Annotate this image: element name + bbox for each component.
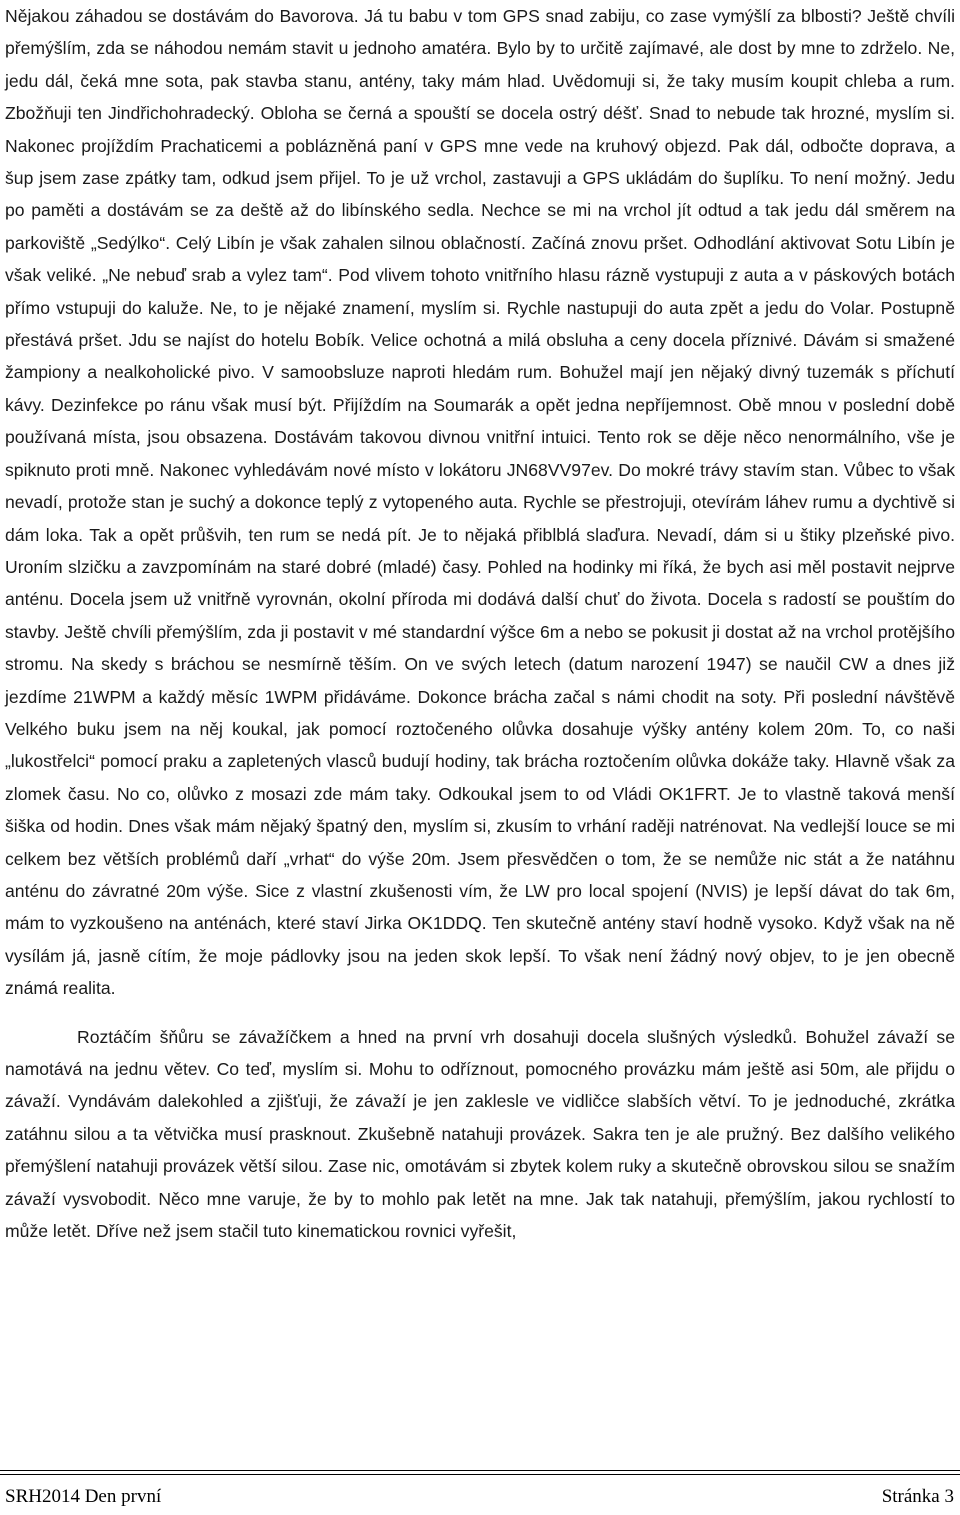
paragraph-1: Nějakou záhadou se dostávám do Bavorova. Já tu babu v tom GPS snad zabiju, co zase vymýšlí za blbosti? Ještě chvíli přemýšlím, zda se náhodou nemám stavit u jednoho amatéra. Bylo by to určitě zajímavé, ale dost by mne to zdrželo. Ne, jedu dál, čeká mne sota, pak stavba stanu, antény, taky mám hlad. Uvědomuji si, že taky musím koupit chleba a rum. Zbožňuji ten Jindřichohradecký. Obloha se černá a spouští se docela ostrý déšť. Snad to nebude tak hrozné, myslím si. Nakonec projíždím Prachaticemi a poblázněná paní v GPS mne vede na kruhový objezd. Pak dál, odbočte doprava, a šup jsem zase zpátky tam, odkud jsem přijel. To je už vrchol, zastavuji a GPS ukládám do šuplíku. To není možný. Jedu po paměti a dostávám se za deště až do libínského sedla. Nechce se mi na vrchol jít odtud a tak jedu dál směrem na parkoviště „Sedýlko“. Celý Libín je však zahalen silnou oblačností. Začíná znovu pršet. Odhodlání aktivovat Sotu Libín je však veliké. „Ne nebuď srab a vylez tam“. Pod vlivem tohoto vnitřního hlasu rázně vystupuji z auta a v páskových botách přímo vstupuji do kaluže. Ne, to je nějaké znamení, myslím si. Rychle nastupuji do auta zpět a jedu do Volar. Postupně přestává pršet. Jdu se najíst do hotelu Bobík. Velice ochotná a milá obsluha a ceny docela příznivé. Dávám si smažené žampiony a nealkoholické pivo. V samoobsluze naproti hledám rum. Bohužel mají jen nějaký divný tuzemák s příchutí kávy. Dezinfekce po ránu však musí být. Přijíždím na Soumarák a opět jedna nepříjemnost. Obě mnou v poslední době používaná místa, jsou obsazena. Dostávám takovou divnou vnitřní intuici. Tento rok se děje něco nenormálního, vše je spiknuto proti mně. Nakonec vyhledávám nové místo v lokátoru JN68VV97ev. Do mokré trávy stavím stan. Vůbec to však nevadí, protože stan je suchý a dokonce teplý z vytopeného auta. Rychle se přestrojuji, otevírám láhev rumu a dychtivě si dám loka. Tak a opět průšvih, ten rum se nedá pít. Je to nějaká přiblblá slaďura. Nevadí, dám si u štiky plzeňské pivo. Uroním slzičku a zavzpomínám na staré dobré (mladé) časy. Pohled na hodinky mi říká, že bych asi měl postavit nejprve anténu. Docela jsem už vnitřně vyrovnán, okolní příroda mi dodává další chuť do života. Docela s radostí se pouštím do stavby. Ještě chvíli přemýšlím, zda ji postavit v mé standardní výšce 6m a nebo se pokusit ji dostat až na vrchol protějšího stromu. Na skedy s bráchou se nesmírně těším. On ve svých letech (datum narození 1947) se naučil CW a dnes již jezdíme 21WPM a každý měsíc 1WPM přidáváme. Dokonce brácha začal s námi chodit na soty. Při poslední návštěvě Velkého buku jsem na něj koukal, jak pomocí roztočeného olůvka dosahuje výšky antény kolem 20m. To, co naši „lukostřelci“ pomocí praku a zapletených vlasců budují hodiny, tak brácha roztočením olůvka dokáže taky. Hlavně však za zlomek času. No co, olůvko z mosazi zde mám taky. Odkoukal jsem to od Vládi OK1FRT. Je to vlastně taková menší šiška od hodin. Dnes však mám nějaký špatný den, myslím si, zkusím to vrhání raději natrénovat. Na vedlejší louce se mi celkem bez větších problémů daří „vrhat“ do výše 20m. Jsem přesvědčen o tom, že se nemůže nic stát a že natáhnu anténu do závratné 20m výše. Sice z vlastní zkušenosti vím, že LW pro local spojení (NVIS) je lepší dávat do tak 6m, mám to vyzkoušeno na anténách, které staví Jirka OK1DDQ. Ten skutečně antény staví hodně vysoko. Když však na ně vysílám já, jasně cítím, že moje pádlovky jsou na jeden skok lepší. To však není žádný nový objev, to je jen obecně známá realita. (5, 6, 955, 999)
paragraph-2: Roztáčím šňůru se závažíčkem a hned na první vrh dosahuji docela slušných výsledků. Bohužel závaží se namotává na jednu větev. Co teď, myslím si. Mohu to odříznout, pomocného provázku mám ještě asi 50m, ale přijdu o závaží. Vyndávám dalekohled a zjišťuji, že závaží je jen zaklesle ve vidličce slabších větví. To je jednoduché, zkrátka zatáhnu silou a ta větvička musí prasknout. Zkušebně natahuji provázek. Sakra ten je ale pružný. Bez dalšího velikého přemýšlení natahuji provázek větší silou. Zase nic, omotávám si zbytek kolem ruky a skutečně obrovskou silou se snažím závaží vysvobodit. Něco mne varuje, že by to mohlo pak letět na mne. Jak tak natahuji, přemýšlím, jakou rychlostí to může letět. Dříve než jsem stačil tuto kinematickou rovnici vyřešit, (5, 1026, 955, 1242)
footer-page-number: Stránka 3 (881, 1486, 954, 1507)
page-footer (5, 1484, 954, 1510)
footer-divider-thin (0, 1474, 960, 1475)
document-body (5, 0, 955, 1247)
footer-document-title: SRH2014 Den první (5, 1486, 162, 1507)
footer-divider (0, 1470, 960, 1471)
